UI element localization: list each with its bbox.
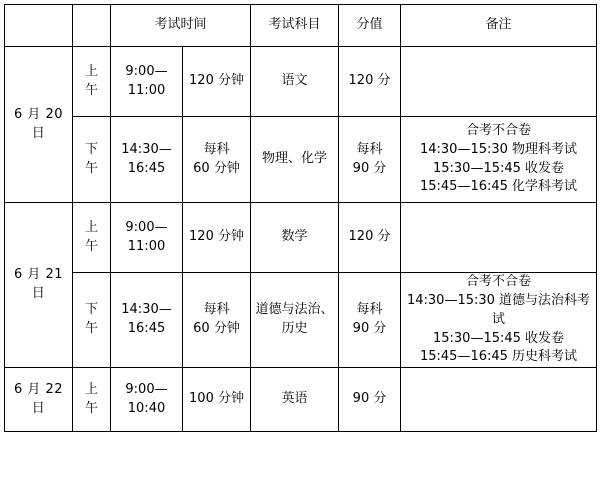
note-line-3: 15:30—15:45 收发卷 — [432, 160, 565, 176]
row-subject — [251, 273, 339, 368]
row-date: 6 月 22 日 — [5, 368, 73, 432]
row-note — [401, 273, 597, 368]
row-subject: 物理、化学 — [251, 117, 339, 203]
note-line-1: 合考不合卷 — [466, 274, 532, 289]
score-line-2: 90 分 — [352, 160, 387, 176]
header-exam-time: 考试时间 — [111, 5, 251, 47]
table-row — [5, 368, 597, 432]
row-date: 6 月 20 日 — [5, 47, 73, 203]
note-line-1: 合考不合卷 — [466, 122, 532, 138]
row-score: 120 分 — [339, 203, 401, 273]
row-note — [401, 203, 597, 273]
row-subject: 数学 — [251, 203, 339, 273]
row-half — [73, 117, 111, 203]
row-duration — [183, 273, 251, 368]
subject-line-2: 历史 — [281, 321, 308, 337]
row-subject: 英语 — [251, 368, 339, 432]
row-half — [73, 273, 111, 368]
row-time: 14:30—16:45 — [111, 273, 183, 368]
duration-line-2: 60 分钟 — [193, 321, 240, 337]
half-char-1: 下 — [84, 302, 98, 318]
half-char-2: 午 — [84, 82, 98, 98]
row-half — [73, 368, 111, 432]
score-line-1: 每科 — [356, 141, 383, 157]
row-score: 90 分 — [339, 368, 401, 432]
table-row — [5, 47, 597, 117]
row-score — [339, 117, 401, 203]
half-char-2: 午 — [84, 160, 98, 176]
header-note: 备注 — [401, 5, 597, 47]
row-duration: 120 分钟 — [183, 47, 251, 117]
note-line-2: 14:30—15:30 道德与法治科考试 — [406, 292, 591, 327]
row-half — [73, 203, 111, 273]
note-line-4: 15:45—16:45 历史科考试 — [419, 349, 578, 365]
half-char-1: 上 — [84, 219, 98, 235]
row-note — [401, 368, 597, 432]
row-note — [401, 117, 597, 203]
header-subject: 考试科目 — [251, 5, 339, 47]
score-line-2: 90 分 — [352, 321, 387, 337]
header-score: 分值 — [339, 5, 401, 47]
table-row — [5, 273, 597, 368]
duration-line-2: 60 分钟 — [193, 160, 240, 176]
half-char-1: 上 — [84, 63, 98, 79]
half-char-1: 下 — [84, 141, 98, 157]
row-duration — [183, 117, 251, 203]
subject-line-1: 道德与法治、 — [255, 302, 334, 318]
note-line-4: 15:45—16:45 化学科考试 — [419, 179, 578, 195]
note-line-2: 14:30—15:30 物理科考试 — [419, 141, 578, 157]
table-row — [5, 117, 597, 203]
duration-line-1: 每科 — [203, 302, 230, 318]
half-char-2: 午 — [84, 321, 98, 337]
row-subject: 语文 — [251, 47, 339, 117]
note-line-3: 15:30—15:45 收发卷 — [432, 330, 565, 346]
half-char-2: 午 — [84, 400, 98, 416]
row-score: 120 分 — [339, 47, 401, 117]
row-time: 9:00—11:00 — [111, 47, 183, 117]
row-duration: 120 分钟 — [183, 203, 251, 273]
row-half — [73, 47, 111, 117]
row-score — [339, 273, 401, 368]
row-duration: 100 分钟 — [183, 368, 251, 432]
half-char-2: 午 — [84, 238, 98, 254]
row-note — [401, 47, 597, 117]
half-char-1: 上 — [84, 381, 98, 397]
score-line-1: 每科 — [356, 302, 383, 318]
table-header-row — [5, 5, 597, 47]
table-row — [5, 203, 597, 273]
row-time: 14:30—16:45 — [111, 117, 183, 203]
exam-schedule-table — [4, 4, 597, 432]
row-date: 6 月 21 日 — [5, 203, 73, 368]
header-date — [5, 5, 73, 47]
duration-line-1: 每科 — [203, 141, 230, 157]
header-half — [73, 5, 111, 47]
row-time: 9:00—10:40 — [111, 368, 183, 432]
row-time: 9:00—11:00 — [111, 203, 183, 273]
